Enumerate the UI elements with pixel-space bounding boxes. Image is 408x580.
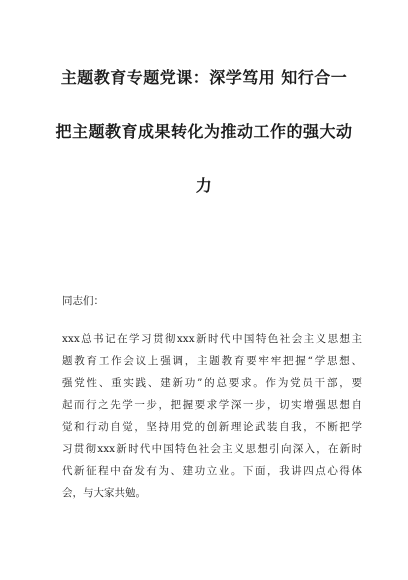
title-line-3: 力 — [195, 176, 213, 195]
title-line-2: 把主题教育成果转化为推动工作的强大动 — [55, 122, 353, 141]
paragraph-line-2: 题教育工作会议上强调，主题教育要牢牢把握“学思想、 — [62, 355, 362, 367]
paragraph-line-7: 代新征程中奋发有为、建功立业。下面，我讲四点心得体 — [62, 465, 362, 477]
paragraph-line-6: 习贯彻xxx新时代中国特色社会主义思想引向深入，在新时 — [62, 443, 362, 455]
body-paragraph — [62, 328, 362, 504]
title-line-1: 主题教育专题党课：深学笃用 知行合一 — [60, 68, 348, 87]
paragraph-line-3: 强党性、重实践、建新功”的总要求。作为党员干部，要 — [62, 377, 362, 389]
paragraph-line-5: 觉和行动自觉，坚持用党的创新理论武装自我，不断把学 — [62, 421, 362, 433]
paragraph-line-4: 起而行之先学一步，把握要求学深一步，切实增强思想自 — [62, 399, 362, 411]
paragraph-line-1: xxx总书记在学习贯彻xxx新时代中国特色社会主义思想主 — [62, 333, 362, 345]
paragraph-line-8: 会，与大家共勉。 — [62, 487, 146, 499]
salutation: 同志们： — [62, 295, 104, 307]
